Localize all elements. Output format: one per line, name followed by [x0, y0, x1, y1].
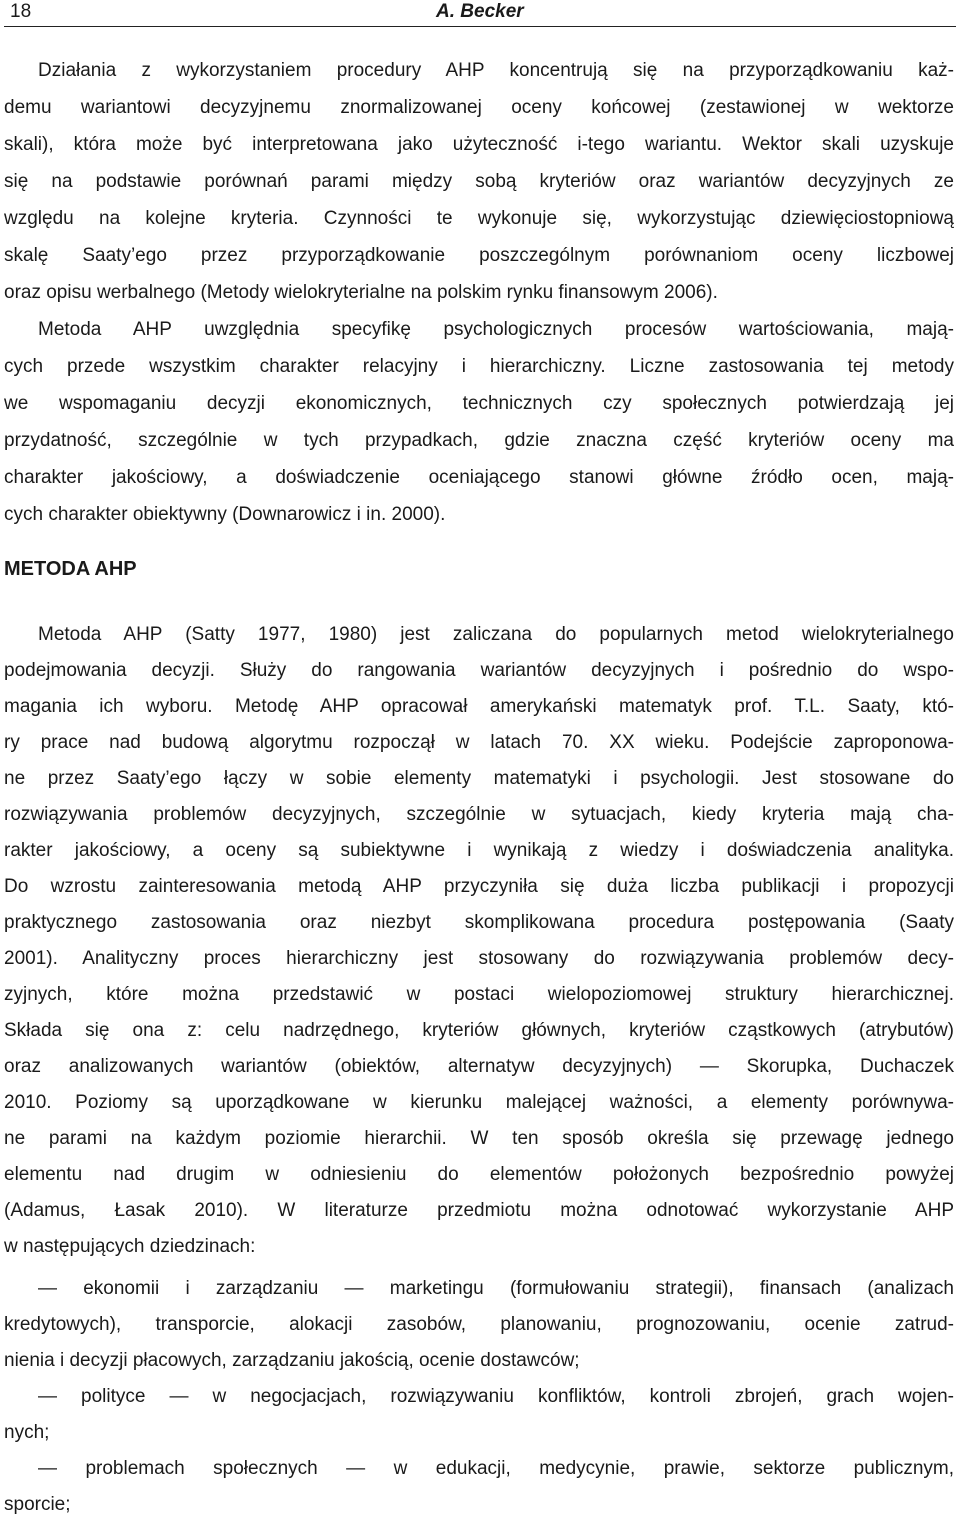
text-line: względu na kolejne kryteria. Czynności te wykonuje się, wykorzystując dziewięciostopniową: [4, 208, 954, 229]
text-line: rozwiązywania problemów decyzyjnych, szczególnie w sytuacjach, kiedy kryteria mają cha-: [4, 804, 954, 825]
text-line: Do wzrostu zainteresowania metodą AHP przyczyniła się duża liczba publikacji i propozycji: [4, 876, 954, 897]
text-line: Metoda AHP (Satty 1977, 1980) jest zaliczana do popularnych metod wielokryterialnego: [38, 624, 954, 645]
text-line: przydatność, szczególnie w tych przypadkach, gdzie znaczna część kryteriów oceny ma: [4, 430, 954, 451]
text-line: cych charakter obiektywny (Downarowicz i in. 2000).: [4, 504, 446, 525]
page-header: [4, 0, 956, 27]
text-line: nych;: [4, 1422, 50, 1443]
text-line: praktycznego zastosowania oraz niezbyt skomplikowana procedura postępowania (Saaty: [4, 912, 954, 933]
text-line: ry prace nad budową algorytmu rozpoczął w latach 70. XX wieku. Podejście zaproponowa-: [4, 732, 954, 753]
text-line: w następujących dziedzinach:: [4, 1236, 256, 1257]
text-line: zyjnych, które można przedstawić w postaci wielopoziomowej struktury hierarchicznej.: [4, 984, 954, 1005]
text-line: ne parami na każdym poziomie hierarchii. W ten sposób określa się przewagę jednego: [4, 1128, 954, 1149]
text-line: magania ich wyboru. Metodę AHP opracował amerykański matematyk prof. T.L. Saaty, któ-: [4, 696, 954, 717]
text-line: 2001). Analityczny proces hierarchiczny jest stosowany do rozwiązywania problemów decy-: [4, 948, 954, 969]
list-item-line: — polityce — w negocjacjach, rozwiązywaniu konfliktów, kontroli zbrojeń, grach wojen-: [38, 1386, 954, 1407]
text-line: sporcie;: [4, 1494, 71, 1515]
text-line: oraz opisu werbalnego (Metody wielokryterialne na polskim rynku finansowym 2006).: [4, 282, 718, 303]
text-line: skalę Saaty’ego przez przyporządkowanie poszczególnym porównaniom oceny liczbowej: [4, 245, 954, 266]
text-line: Działania z wykorzystaniem procedury AHP koncentrują się na przyporządkowaniu każ-: [38, 60, 954, 81]
text-line: kredytowych), transporcie, alokacji zasobów, planowaniu, prognozowaniu, ocenie zatrud-: [4, 1314, 954, 1335]
list-item-line: — problemach społecznych — w edukacji, medycynie, prawie, sektorze publicznym,: [38, 1458, 954, 1479]
list-item-line: — ekonomii i zarządzaniu — marketingu (formułowaniu strategii), finansach (analizach: [38, 1278, 954, 1299]
text-line: podejmowania decyzji. Służy do rangowania wariantów decyzyjnych i pośrednio do wspo-: [4, 660, 954, 681]
text-line: elementu nad drugim w odniesieniu do elementów położonych bezpośrednio powyżej: [4, 1164, 954, 1185]
text-line: Metoda AHP uwzględnia specyfikę psychologicznych procesów wartościowania, mają-: [38, 319, 954, 340]
text-line: charakter jakościowy, a doświadczenie oceniającego stanowi główne źródło ocen, mają-: [4, 467, 954, 488]
text-line: demu wariantowi decyzyjnemu znormalizowanej oceny końcowej (zestawionej w wektorze: [4, 97, 954, 118]
text-line: nienia i decyzji płacowych, zarządzaniu jakością, ocenie dostawców;: [4, 1350, 580, 1371]
text-line: 2010. Poziomy są uporządkowane w kierunku malejącej ważności, a elementy porównywa-: [4, 1092, 954, 1113]
text-line: ne przez Saaty’ego łączy w sobie elementy matematyki i psychologii. Jest stosowane do: [4, 768, 954, 789]
text-line: we wspomaganiu decyzji ekonomicznych, technicznych czy społecznych potwierdzają jej: [4, 393, 954, 414]
text-line: oraz analizowanych wariantów (obiektów, alternatyw decyzyjnych) — Skorupka, Duchaczek: [4, 1056, 954, 1077]
page-number: 18: [10, 1, 32, 22]
text-line: (Adamus, Łasak 2010). W literaturze przedmiotu można odnotować wykorzystanie AHP: [4, 1200, 954, 1221]
text-line: rakter jakościowy, a oceny są subiektywne i wynikają z wiedzy i doświadczenia analityka.: [4, 840, 954, 861]
running-head: A. Becker: [436, 1, 524, 22]
text-line: cych przede wszystkim charakter relacyjny i hierarchiczny. Liczne zastosowania tej metody: [4, 356, 954, 377]
text-line: się na podstawie porównań parami między sobą kryteriów oraz wariantów decyzyjnych ze: [4, 171, 954, 192]
section-heading: METODA AHP: [4, 558, 137, 580]
text-line: Składa się ona z: celu nadrzędnego, kryteriów głównych, kryteriów cząstkowych (atrybutów): [4, 1020, 954, 1041]
text-line: skali), która może być interpretowana jako użyteczność i-tego wariantu. Wektor skali uzyskuje: [4, 134, 954, 155]
